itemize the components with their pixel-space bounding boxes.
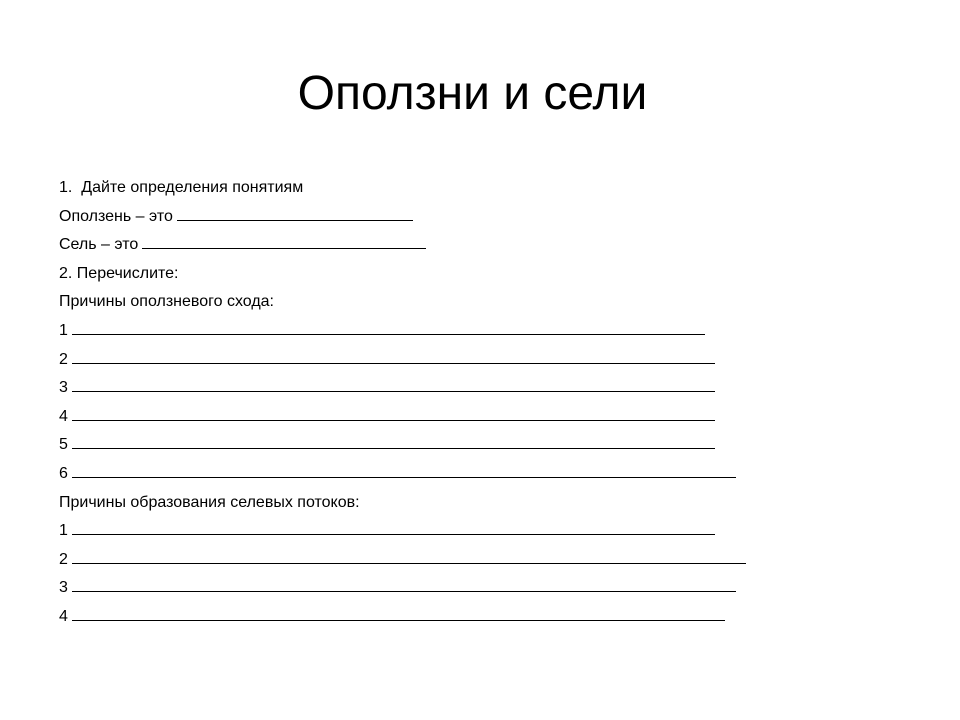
text-line: [59, 174, 939, 203]
answer-blank: [72, 606, 725, 621]
line-text: 4: [59, 407, 68, 425]
text-line: [59, 403, 939, 432]
text-line: [59, 288, 939, 317]
line-text: Оползень – это: [59, 207, 173, 225]
text-line: [59, 517, 939, 546]
line-text: Причины оползневого схода:: [59, 293, 274, 311]
line-text: 1: [59, 321, 68, 339]
answer-blank: [72, 406, 715, 421]
line-text: 4: [59, 607, 68, 625]
text-line: [59, 460, 939, 489]
line-text: 5: [59, 436, 68, 454]
slide-title: Оползни и сели: [297, 67, 648, 120]
line-text: Причины образования селевых потоков:: [59, 493, 360, 511]
slide-body: [59, 174, 939, 632]
text-line: [59, 603, 939, 632]
answer-blank: [72, 463, 736, 478]
text-line: [59, 489, 939, 518]
line-text: 2: [59, 350, 68, 368]
text-line: [59, 431, 939, 460]
text-line: [59, 317, 939, 346]
text-line: [59, 574, 939, 603]
line-text: 1: [59, 522, 68, 540]
text-line: [59, 231, 939, 260]
line-text: 3: [59, 379, 68, 397]
line-text: 6: [59, 464, 68, 482]
answer-blank: [72, 549, 746, 564]
answer-blank: [72, 377, 715, 392]
text-line: [59, 203, 939, 232]
answer-blank: [72, 434, 715, 449]
text-line: [59, 374, 939, 403]
line-text: 3: [59, 579, 68, 597]
line-text: 2: [59, 550, 68, 568]
line-text: Сель – это: [59, 236, 139, 254]
answer-blank: [72, 577, 736, 592]
answer-blank: [72, 349, 715, 364]
answer-blank: [72, 520, 715, 535]
text-line: [59, 546, 939, 575]
line-text: 1. Дайте определения понятиям: [59, 179, 304, 196]
answer-blank: [72, 320, 705, 335]
line-text: 2. Перечислите:: [59, 264, 179, 282]
text-line: [59, 346, 939, 375]
answer-blank: [142, 234, 426, 249]
answer-blank: [177, 206, 413, 221]
text-line: [59, 260, 939, 289]
